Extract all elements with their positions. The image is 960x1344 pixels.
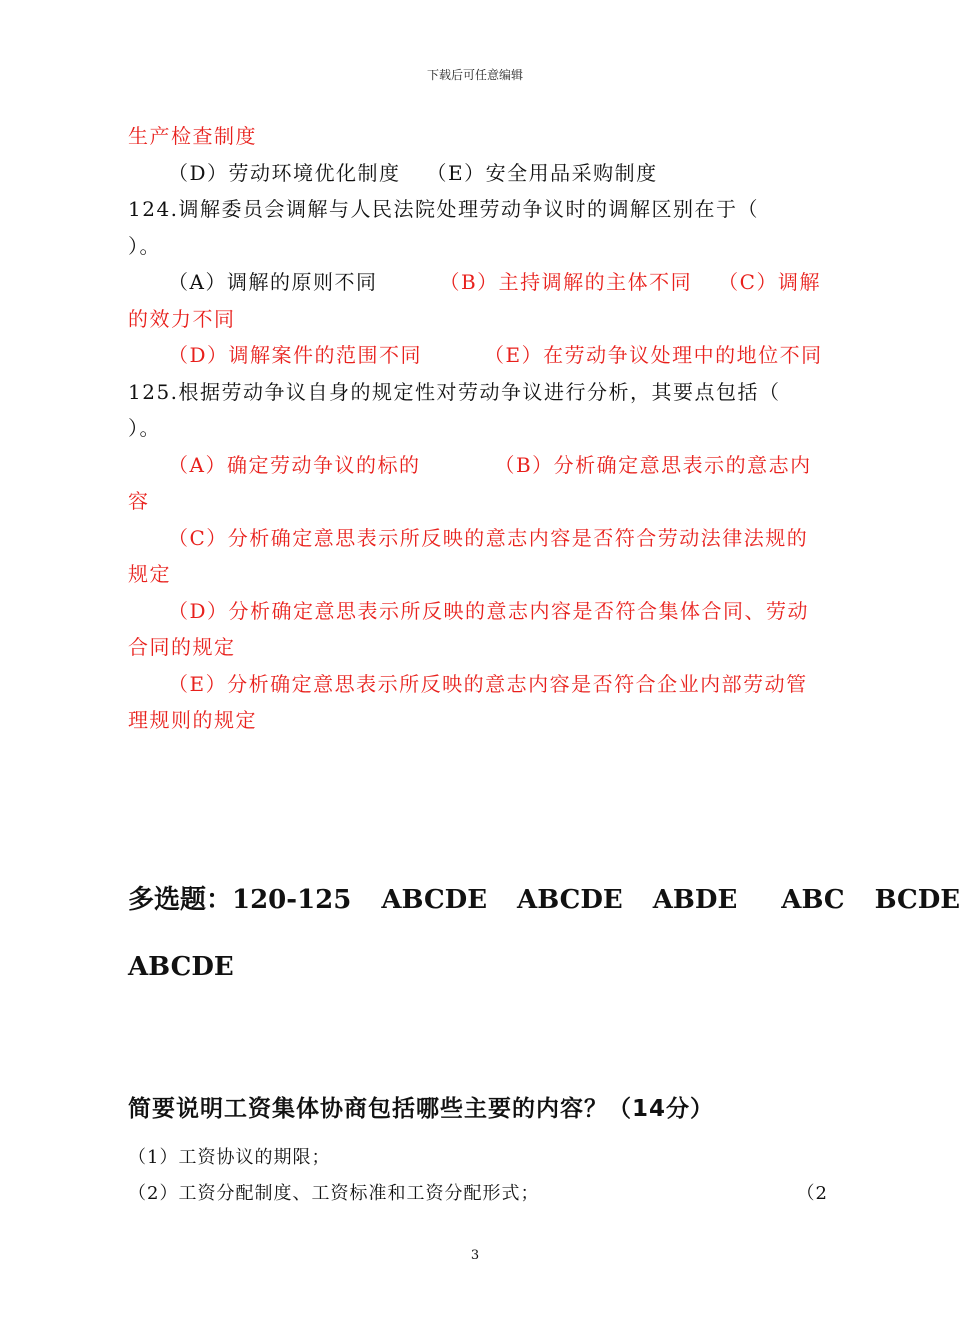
text-line: 生产检查制度 (128, 124, 257, 148)
list-item-tail: （2 (796, 1183, 828, 1204)
option-b: （B）主持调解的主体不同 (439, 270, 693, 294)
option-a: （A）调解的原则不同 (168, 270, 378, 294)
question-124: 124.调解委员会调解与人民法院处理劳动争议时的调解区别在于（ (128, 197, 760, 221)
option-b-cont: 容 (128, 489, 150, 513)
text-line (128, 447, 822, 484)
option-c-cont: 规定 (128, 562, 171, 586)
option-d: （D）调解案件的范围不同 (168, 343, 423, 367)
page-number: 3 (470, 1248, 480, 1263)
option-e: （E）安全用品采购制度 (426, 160, 658, 185)
question-124-cont: ）。 (128, 233, 161, 258)
option-c-cont: 的效力不同 (128, 306, 236, 331)
question-title: 简要说明工资集体协商包括哪些主要的内容？（14分） (128, 1096, 715, 1122)
option-e-cont: 理规则的规定 (128, 708, 257, 732)
answer-code: BCDE (874, 885, 960, 915)
list-item: （1）工资协议的期限； (128, 1147, 331, 1168)
question-125-cont: ）。 (128, 416, 161, 440)
page-header: 下载后可任意编辑 (426, 68, 523, 82)
question-125: 125.根据劳动争议自身的规定性对劳动争议进行分析，其要点包括（ (128, 379, 781, 404)
text-line (128, 337, 822, 374)
option-a: （A）确定劳动争议的标的 (168, 452, 421, 477)
answer-code: ABCDE (381, 885, 488, 915)
list-item-text: （2）工资分配制度、工资标准和工资分配形式； (128, 1183, 540, 1204)
option-c: （C）分析确定意思表示所反映的意志内容是否符合劳动法律法规的 (168, 525, 809, 550)
answer-code-last: ABCDE (128, 952, 234, 982)
option-d: （D）劳动环境优化制度 (168, 160, 401, 185)
answer-key (128, 878, 960, 982)
list-item (128, 1176, 828, 1212)
text-line (128, 264, 822, 301)
option-b: （B）分析确定意思表示的意志内 (494, 452, 812, 477)
text-line (128, 155, 822, 192)
answer-row (128, 878, 960, 922)
option-e: （E）在劳动争议处理中的地位不同 (484, 343, 823, 367)
option-c: （C）调解 (718, 270, 821, 294)
answer-label: 多选题：120-125 (128, 885, 352, 915)
answer-code: ABC (781, 885, 845, 915)
option-e: （E）分析确定意思表示所反映的意志内容是否符合企业内部劳动管 (168, 671, 808, 696)
document-body (128, 118, 822, 739)
question-items (128, 1140, 828, 1212)
option-d-cont: 合同的规定 (128, 635, 236, 659)
answer-code: ABDE (652, 885, 738, 915)
option-d: （D）分析确定意思表示所反映的意志内容是否符合集体合同、劳动 (168, 598, 810, 623)
answer-code: ABCDE (517, 885, 623, 915)
